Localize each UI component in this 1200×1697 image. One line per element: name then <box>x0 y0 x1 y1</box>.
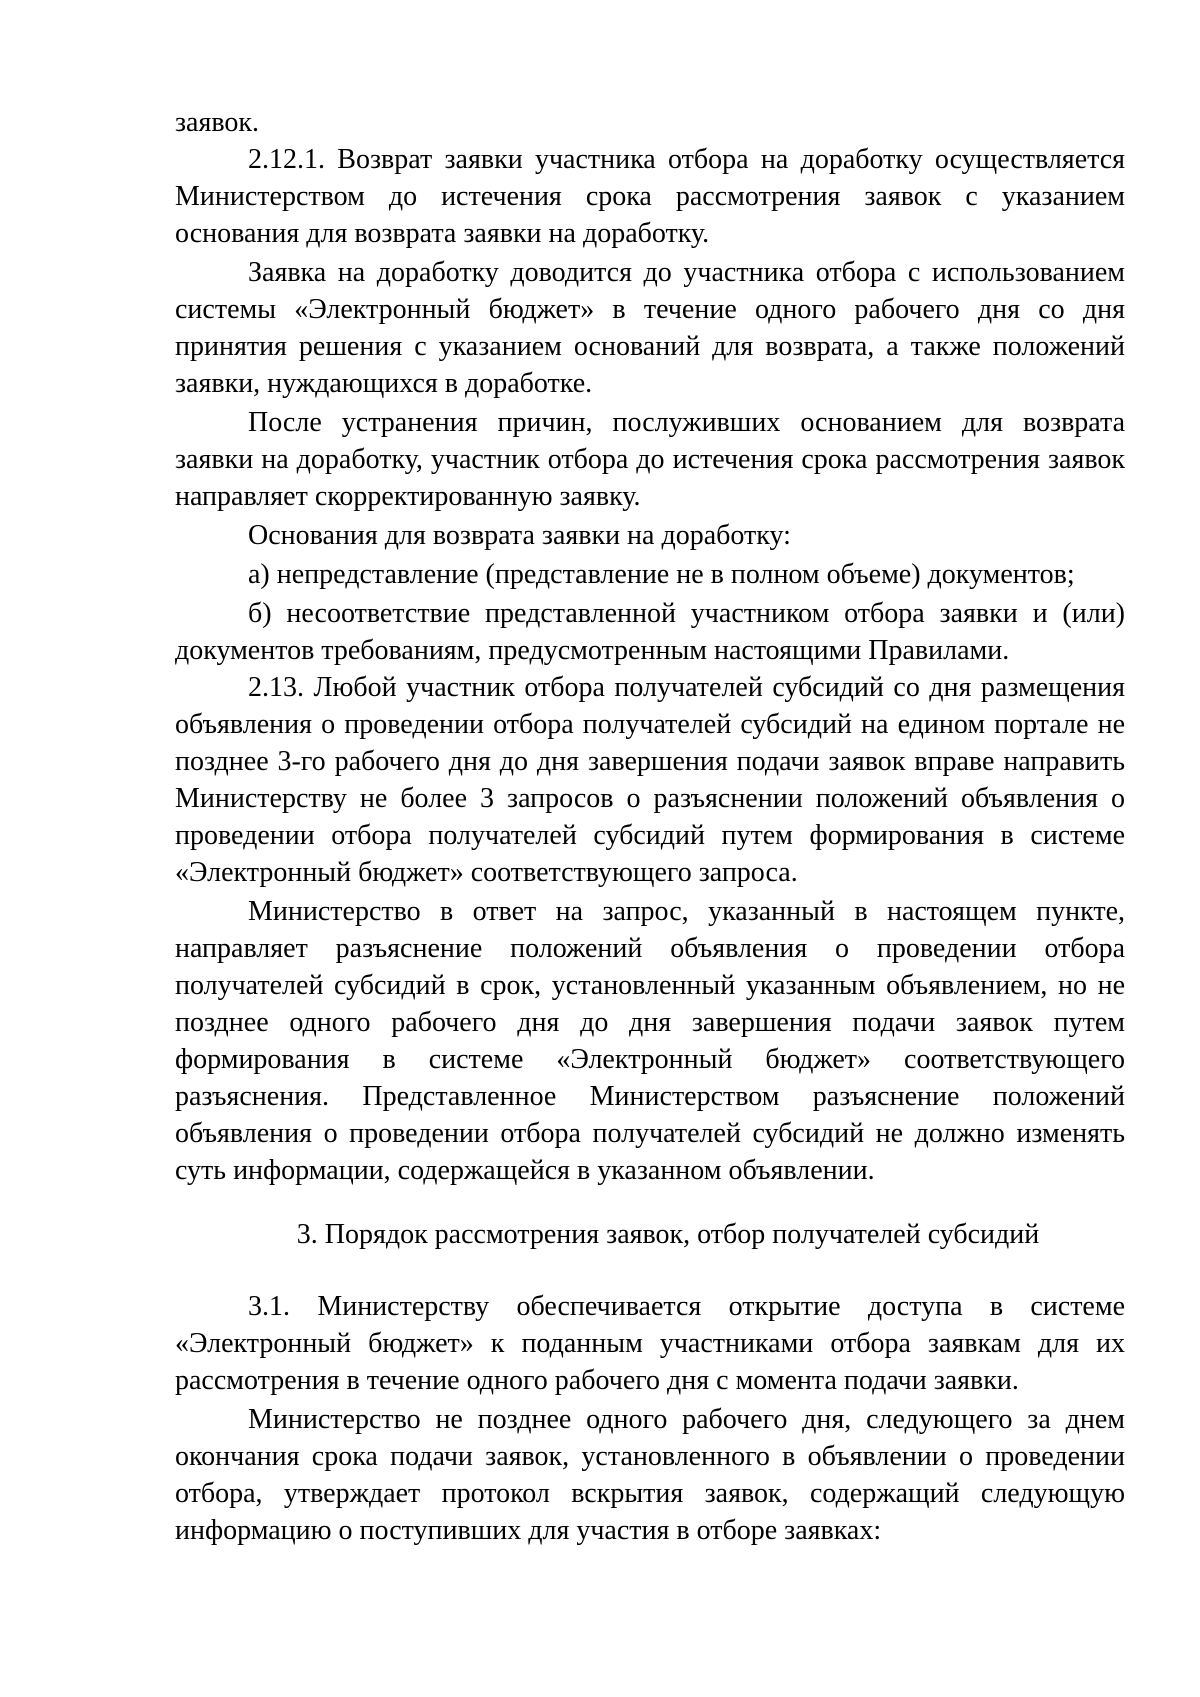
document-page <box>175 104 1125 1549</box>
list-item-a: а) непредставление (представление не в полном объеме) документов; <box>248 559 1075 590</box>
paragraph-2-12-1: 2.12.1. Возврат заявки участника отбора на доработку осуществляется Министерством до истечения срока рассмотрения заявок с указанием основания для возврата заявки на доработку. <box>175 144 1125 249</box>
paragraph-2-13: 2.13. Любой участник отбора получателей субсидий со дня размещения объявления о проведении отбора получателей субсидий на едином портале не позднее 3-го рабочего дня до дня завершения подачи заявок вправе направить Министерству не более 3 запросов о разъяснении положений объявления о проведении отбора получателей субсидий путем формирования в системе «Электронный бюджет» соответствующего запроса. <box>175 672 1125 888</box>
paragraph-after-correction: После устранения причин, послуживших основанием для возврата заявки на доработку, участник отбора до истечения срока рассмотрения заявок направляет скорректированную заявку. <box>175 407 1125 512</box>
paragraph-continuation: заявок. <box>175 107 259 138</box>
list-item-b: б) несоответствие представленной участником отбора заявки и (или) документов требованиям, предусмотренным настоящими Правилами. <box>175 598 1125 666</box>
paragraph-protocol: Министерство не позднее одного рабочего дня, следующего за днем окончания срока подачи заявок, установленного в объявлении о проведении отбора, утверждает протокол вскрытия заявок, содержащий следующую информацию о поступивших для участия в отборе заявках: <box>175 1404 1125 1546</box>
paragraph-grounds-intro: Основания для возврата заявки на доработку: <box>248 520 791 551</box>
paragraph-return-notice: Заявка на доработку доводится до участника отбора с использованием системы «Электронный бюджет» в течение одного рабочего дня со дня принятия решения с указанием оснований для возврата, а также положений заявки, нуждающихся в доработке. <box>175 257 1125 399</box>
paragraph-3-1: 3.1. Министерству обеспечивается открытие доступа в системе «Электронный бюджет» к поданным участниками отбора заявкам для их рассмотрения в течение одного рабочего дня с момента подачи заявки. <box>175 1291 1125 1396</box>
paragraph-ministry-response: Министерство в ответ на запрос, указанный в настоящем пункте, направляет разъяснение положений объявления о проведении отбора получателей субсидий в срок, установленный указанным объявлением, но не позднее одного рабочего дня до дня завершения подачи заявок путем формирования в системе «Электронный бюджет» соответствующего разъяснения. Представленное Министерством разъяснение положений объявления о проведении отбора получателей субсидий не должно изменять суть информации, содержащейся в указанном объявлении. <box>175 896 1125 1186</box>
section-heading: 3. Порядок рассмотрения заявок, отбор получателей субсидий <box>296 1219 1040 1250</box>
